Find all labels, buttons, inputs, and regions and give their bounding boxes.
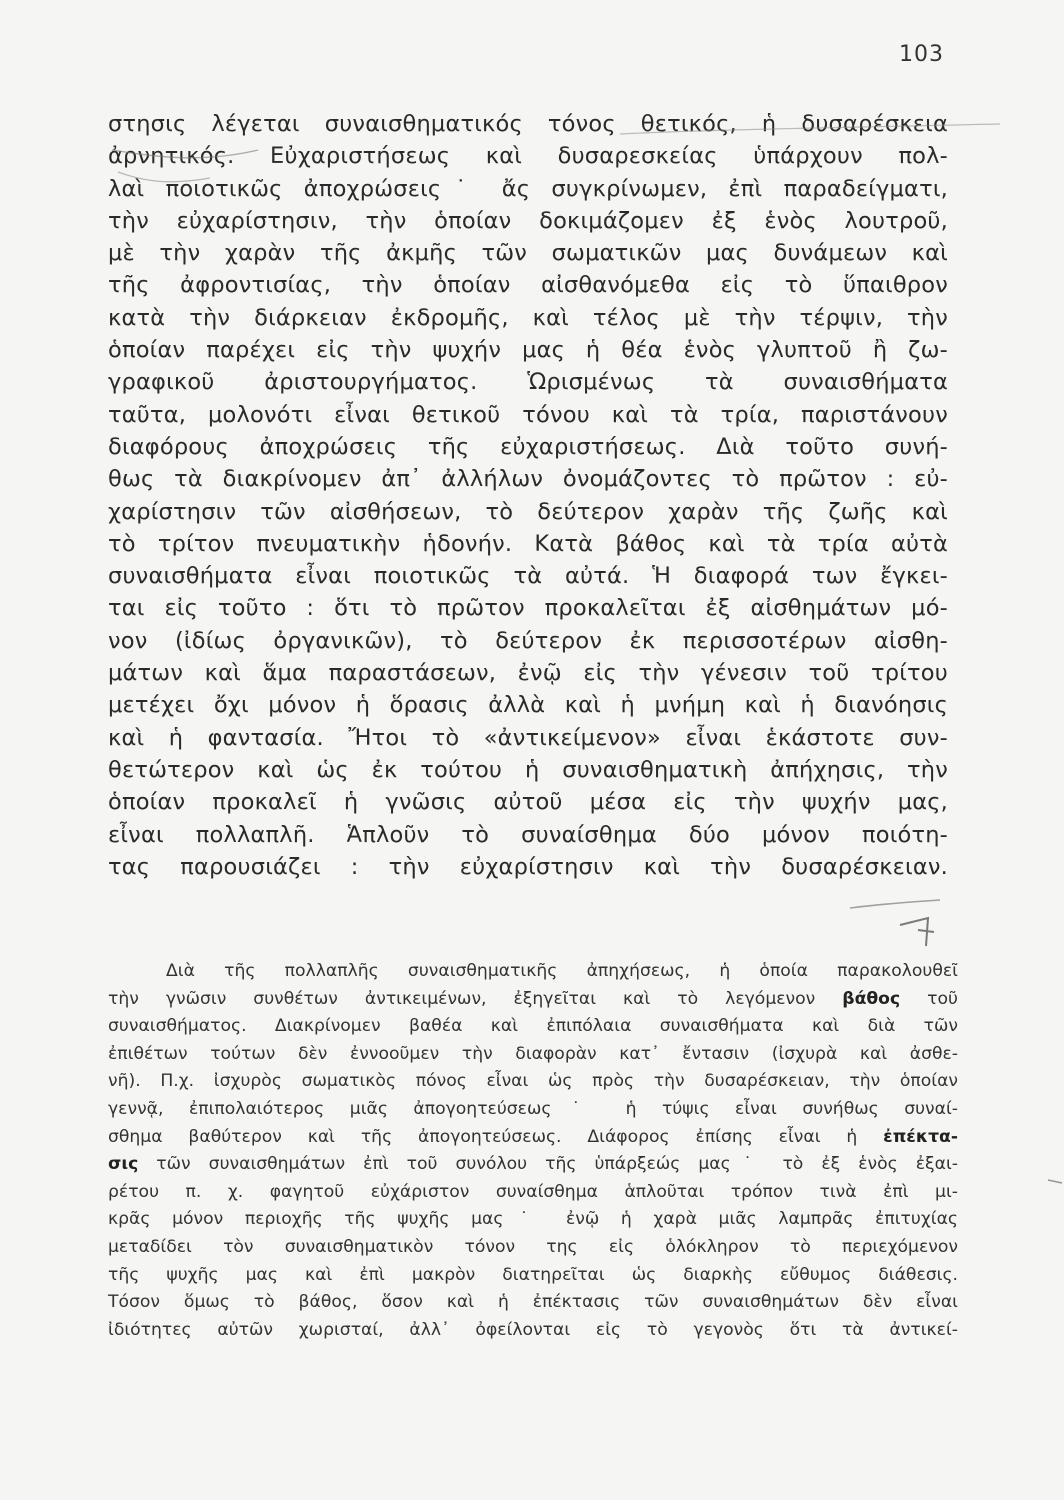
text-line: στησις λέγεται συναισθηματικός τόνος θετικός, ἡ δυσαρέσκεια xyxy=(108,111,948,137)
note-line xyxy=(108,1041,958,1069)
note-line xyxy=(108,1013,958,1041)
text-line: θετώτερον καὶ ὡς ἐκ τούτου ἡ συναισθηματικὴ ἀπήχησις, τὴν xyxy=(108,756,948,783)
text-line: εἶναι πολλαπλῆ. Ἁπλοῦν τὸ συναίσθημα δύο μόνον ποιότη- xyxy=(108,821,948,848)
note-line xyxy=(108,986,958,1014)
note-span: ἐπιθέτων τούτων δὲν ἐννοοῦμεν τὴν διαφορὰν κατ᾽ ἔντασιν (ἰσχυρὰ καὶ ἀσθε- xyxy=(108,1043,958,1064)
pencil-dash-margin xyxy=(1048,1180,1062,1183)
text-line: τῆς ἀφροντισίας, τὴν ὁποίαν αἰσθανόμεθα εἰς τὸ ὕπαιθρον xyxy=(108,272,948,299)
text-line: χαρίστησιν τῶν αἰσθήσεων, τὸ δεύτερον χαρὰν τῆς ζωῆς καὶ xyxy=(108,498,948,525)
text-line: τὴν εὐχαρίστησιν, τὴν ὁποίαν δοκιμάζομεν ἐξ ἑνὸς λουτροῦ, xyxy=(108,207,948,234)
note-span: ἰδιότητες αὐτῶν χωρισταί, ἀλλ᾽ ὀφείλονται εἰς τὸ γεγονὸς ὅτι τὰ ἀντικεί- xyxy=(108,1319,958,1340)
note-span: κρᾶς μόνον περιοχῆς τῆς ψυχῆς μας˙ ἐνῷ ἡ χαρὰ μιᾶς λαμπρᾶς ἐπιτυχίας xyxy=(108,1209,958,1230)
note-line xyxy=(108,958,958,986)
text-line: συναισθήματα εἶναι ποιοτικῶς τὰ αὐτά. Ἡ διαφορά των ἔγκει- xyxy=(108,563,948,590)
text-line: τὸ τρίτον πνευματικὴν ἡδονήν. Κατὰ βάθος καὶ τὰ τρία αὐτὰ xyxy=(108,530,948,557)
note-text xyxy=(108,958,958,1344)
note-line xyxy=(108,1124,958,1152)
note-line xyxy=(108,1068,958,1096)
bold-term: βάθος xyxy=(842,988,901,1009)
text-line: μετέχει ὄχι μόνον ἡ ὅρασις ἀλλὰ καὶ ἡ μνήμη καὶ ἡ διανόησις xyxy=(108,692,948,719)
pencil-bracket-mark xyxy=(900,918,934,946)
note-line xyxy=(108,1234,958,1262)
text-line: ἀρνητικός. Εὐχαριστήσεως καὶ δυσαρεσκείας ὑπάρχουν πολ- xyxy=(108,143,948,170)
note-line xyxy=(108,1096,958,1124)
text-line: καὶ ἡ φαντασία. Ἤτοι τὸ «ἀντικείμενον» εἶναι ἑκάστοτε συν- xyxy=(108,724,948,751)
text-line: θως τὰ διακρίνομεν ἀπ᾽ ἀλλήλων ὀνομάζοντες τὸ πρῶτον : εὐ- xyxy=(108,466,948,493)
text-line: μάτων καὶ ἅμα παραστάσεων, ἐνῷ εἰς τὴν γένεσιν τοῦ τρίτου xyxy=(108,660,948,687)
page-number: 103 xyxy=(899,42,944,67)
text-line: ται εἰς τοῦτο : ὅτι τὸ πρῶτον προκαλεῖται ἐξ αἰσθημάτων μό- xyxy=(108,595,948,622)
note-span: τῶν συναισθημάτων ἐπὶ τοῦ συνόλου τῆς ὑπάρξεώς μας˙ τὸ ἐξ ἑνὸς ἐξαι- xyxy=(138,1154,958,1175)
note-line xyxy=(108,1151,958,1179)
text-line: μὲ τὴν χαρὰν τῆς ἀκμῆς τῶν σωματικῶν μας δυνάμεων καὶ xyxy=(108,240,948,267)
note-line xyxy=(108,1179,958,1207)
note-line xyxy=(108,1317,958,1345)
text-line: νον (ἰδίως ὀργανικῶν), τὸ δεύτερον ἐκ περισσοτέρων αἰσθη- xyxy=(108,627,948,654)
note-span: τὴν γνῶσιν συνθέτων ἀντικειμένων, ἐξηγεῖται καὶ τὸ λεγόμενον xyxy=(108,988,843,1009)
note-span: συναισθήματος. Διακρίνομεν βαθέα καὶ ἐπιπόλαια συναισθήματα καὶ διὰ τῶν xyxy=(108,1016,958,1037)
note-line xyxy=(108,1262,958,1290)
text-line: διαφόρους ἀποχρώσεις τῆς εὐχαριστήσεως. Διὰ τοῦτο συνή- xyxy=(108,433,948,460)
note-span: τοῦ xyxy=(900,988,958,1009)
text-line: ὁποίαν παρέχει εἰς τὴν ψυχήν μας ἡ θέα ἑνὸς γλυπτοῦ ἢ ζω- xyxy=(108,337,948,364)
main-body-text xyxy=(108,108,948,883)
note-span: Διὰ τῆς πολλαπλῆς συναισθηματικῆς ἀπηχήσεως, ἡ ὁποία παρακολουθεῖ xyxy=(166,961,958,981)
note-span: μεταδίδει τὸν συναισθηματικὸν τόνον της εἰς ὁλόκληρον τὸ περιεχόμενον xyxy=(108,1236,958,1257)
note-span: τῆς ψυχῆς μας καὶ ἐπὶ μακρὸν διατηρεῖται ὡς διαρκὴς εὔθυμος διάθεσις. xyxy=(108,1264,958,1285)
note-span: γεννᾷ, ἐπιπολαιότερος μιᾶς ἀπογοητεύσεως˙ ἡ τύψις εἶναι συνήθως συναί- xyxy=(108,1098,958,1119)
note-span: Τόσον ὅμως τὸ βάθος, ὅσον καὶ ἡ ἐπέκτασις τῶν συναισθημάτων δὲν εἶναι xyxy=(108,1292,958,1313)
text-line: γραφικοῦ ἀριστουργήματος. Ὡρισμένως τὰ συναισθήματα xyxy=(108,369,948,396)
note-line xyxy=(108,1289,958,1317)
text-line: ταῦτα, μολονότι εἶναι θετικοῦ τόνου καὶ τὰ τρία, παριστάνουν xyxy=(108,401,948,428)
pencil-underline-right xyxy=(850,900,940,908)
text-line: ὁποίαν προκαλεῖ ἡ γνῶσις αὐτοῦ μέσα εἰς τὴν ψυχήν μας, xyxy=(108,789,948,816)
bold-term: ἐπέκτα- xyxy=(883,1126,958,1147)
note-line xyxy=(108,1206,958,1234)
bold-term: σις xyxy=(108,1154,139,1175)
text-line: τας παρουσιάζει : τὴν εὐχαρίστησιν καὶ τὴν δυσαρέσκειαν. xyxy=(108,853,948,880)
text-line: κατὰ τὴν διάρκειαν ἐκδρομῆς, καὶ τέλος μὲ τὴν τέρψιν, τὴν xyxy=(108,304,948,331)
note-span: ρέτου π. χ. φαγητοῦ εὐχάριστον συναίσθημα ἁπλοῦται τρόπον τινὰ ἐπὶ μι- xyxy=(108,1181,958,1202)
text-line: λαὶ ποιοτικῶς ἀποχρώσεις˙ ἄς συγκρίνωμεν, ἐπὶ παραδείγματι, xyxy=(108,175,948,202)
note-span: νῆ). Π.χ. ἰσχυρὸς σωματικὸς πόνος εἶναι ὡς πρὸς τὴν δυσαρέσκειαν, τὴν ὁποίαν xyxy=(108,1071,958,1092)
note-span: σθημα βαθύτερον καὶ τῆς ἀπογοητεύσεως. Διάφορος ἐπίσης εἶναι ἡ xyxy=(108,1126,884,1147)
